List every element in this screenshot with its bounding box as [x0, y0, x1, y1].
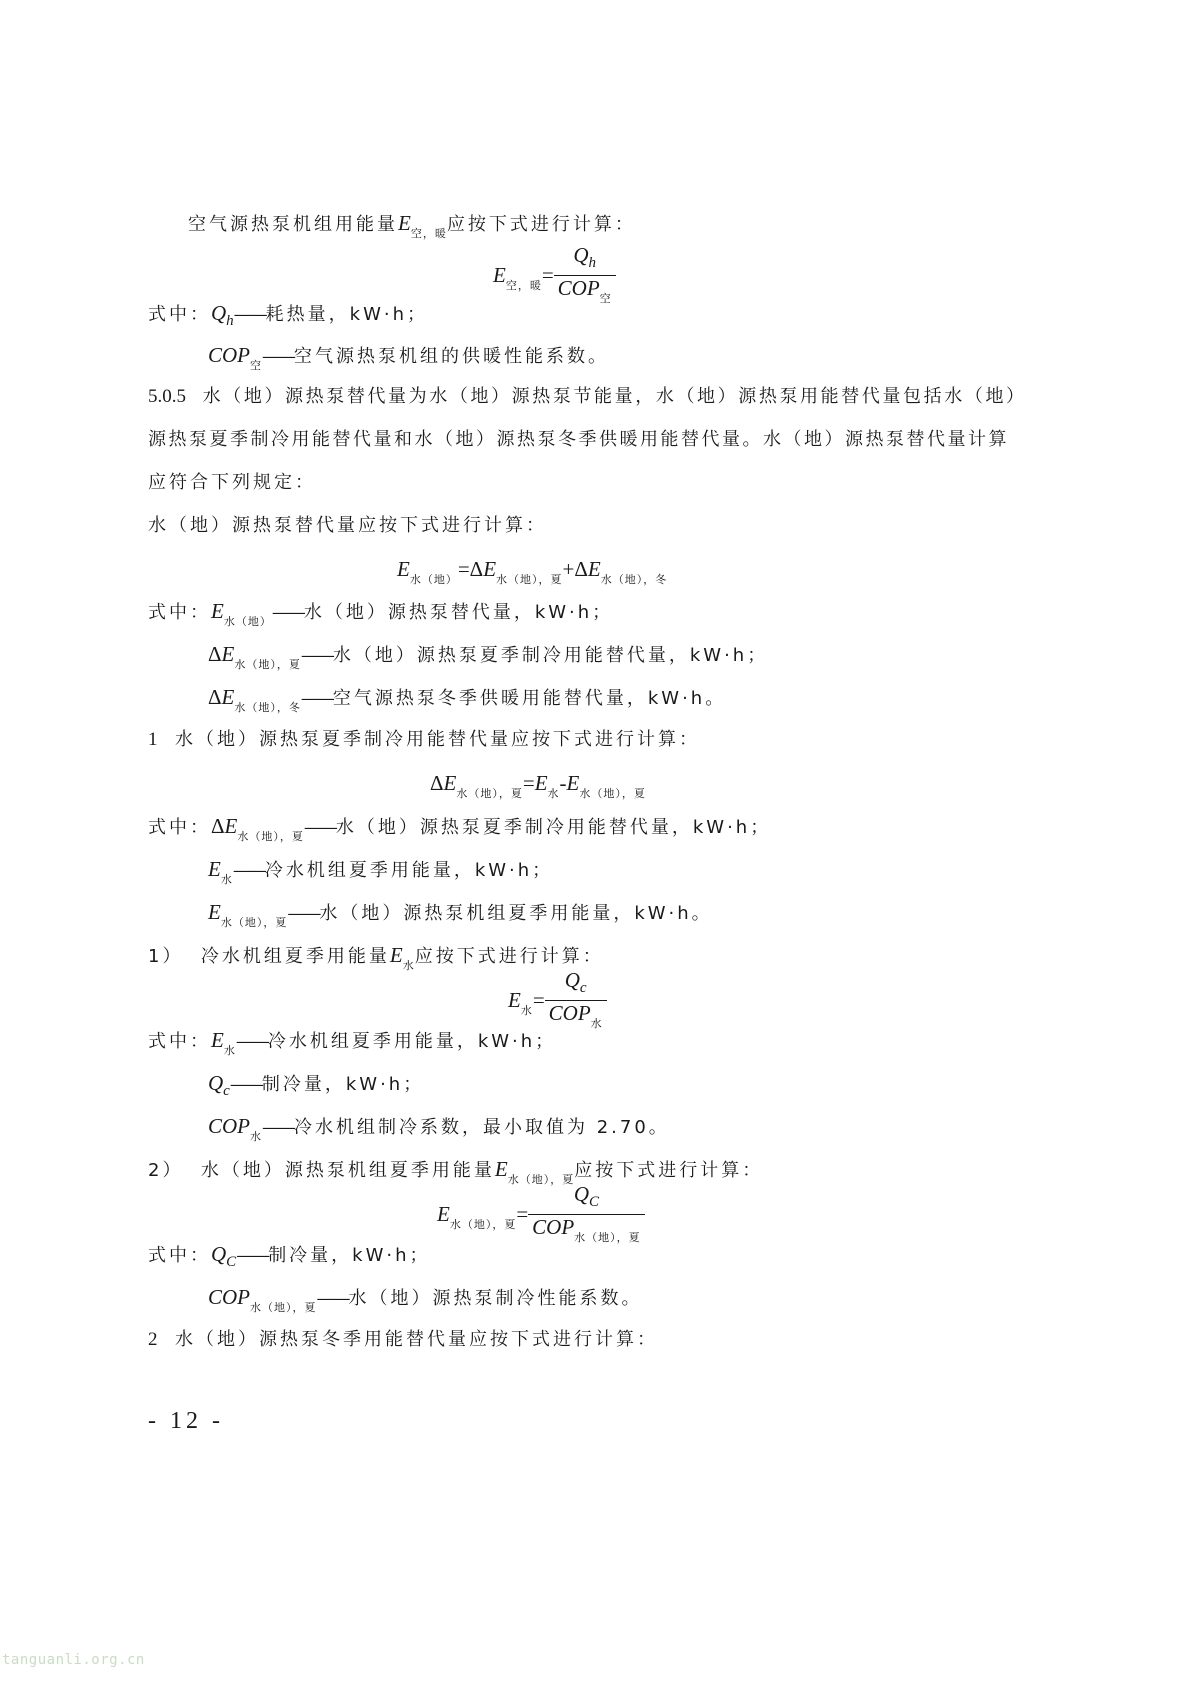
definition-1-delta-e: [148, 813, 771, 850]
formula-ground-total: [397, 556, 667, 593]
math-var: E: [483, 557, 497, 581]
definition-s2-q: [148, 1241, 431, 1275]
section-505-line1: [148, 384, 1027, 410]
math-sub: 水（地），夏: [250, 1301, 317, 1314]
math-sub: 水（地）: [409, 573, 458, 586]
em-dash: ——: [300, 688, 333, 709]
definition-text: 水（地）源热泵替代量，kW·h；: [303, 602, 614, 623]
paragraph-text: 水（地）源热泵替代量为水（地）源热泵节能量，水（地）源热泵用能替代量包括水（地）: [202, 386, 1027, 407]
math-var: Q: [211, 301, 227, 325]
paragraph-text: 应按下式进行计算：: [574, 1160, 764, 1181]
minus-sign: -: [559, 771, 567, 795]
formula-subitem-1: [508, 968, 607, 1036]
math-sub: 水: [220, 873, 233, 886]
math-sub: 水（地）: [223, 615, 272, 628]
em-dash: ——: [303, 817, 336, 838]
math-sub: 水: [223, 1044, 236, 1057]
paragraph-text: 冷水机组夏季用能量: [200, 946, 390, 967]
math-var: E: [493, 263, 506, 287]
definition-text: 耗热量，kW·h；: [265, 304, 429, 325]
equals-sign: =: [532, 988, 545, 1012]
math-var: E: [221, 642, 235, 666]
math-var: COP: [532, 1215, 575, 1239]
definition-s2-cop: [208, 1284, 643, 1321]
math-var: Q: [573, 1182, 589, 1206]
paragraph-text: 水（地）源热泵冬季用能替代量应按下式进行计算：: [174, 1329, 658, 1350]
math-sub: 水（地），夏: [507, 1173, 575, 1186]
paragraph-text: 应按下式进行计算：: [414, 946, 604, 967]
equals-sign: =: [522, 771, 535, 795]
formula-item-1: [430, 770, 646, 807]
paragraph-text: 水（地）源热泵机组夏季用能量: [200, 1160, 495, 1181]
math-var: E: [494, 1157, 508, 1181]
formula-subitem-2: [437, 1182, 645, 1250]
math-sub: 水: [402, 959, 415, 972]
math-sub: 水（地），夏: [496, 573, 563, 586]
intro-text: 应按下式进行计算：: [446, 214, 636, 235]
watermark: tanguanli.org.cn: [2, 1652, 145, 1668]
definition-text: 水（地）源热泵制冷性能系数。: [348, 1288, 643, 1309]
where-prefix: 式中：: [148, 304, 211, 325]
section-505-line3: [148, 470, 316, 496]
math-sub: 空: [599, 292, 612, 305]
math-sub: 水（地），冬: [600, 573, 668, 586]
definition-delta-e-winter: [208, 684, 726, 721]
delta-symbol: Δ: [208, 685, 222, 709]
em-dash: ——: [232, 860, 265, 881]
definition-s1-e: [148, 1027, 556, 1064]
definition-text: 制冷量，kW·h；: [268, 1245, 431, 1266]
math-sub: 水（地），夏: [237, 830, 304, 843]
definition-s1-cop: [208, 1113, 670, 1150]
plus-sign: +: [562, 557, 575, 581]
math-sub: 空: [250, 359, 262, 372]
math-sub: h: [226, 313, 234, 329]
math-var: E: [534, 771, 548, 795]
math-var: COP: [557, 276, 600, 300]
definition-1-e-ground: [208, 899, 713, 936]
item-number: 2）: [148, 1160, 184, 1181]
math-var: Q: [564, 968, 580, 992]
definition-text: 冷水机组夏季用能量，kW·h；: [267, 1031, 557, 1052]
math-sub: C: [226, 1254, 237, 1270]
em-dash: ——: [316, 1288, 349, 1309]
where-prefix: 式中：: [148, 1031, 211, 1052]
definition-text: 水（地）源热泵夏季制冷用能替代量，kW·h；: [332, 645, 769, 666]
delta-symbol: Δ: [211, 814, 225, 838]
math-var: E: [389, 943, 403, 967]
definition-text: 空气源热泵机组的供暖性能系数。: [294, 346, 609, 367]
em-dash: ——: [229, 1074, 262, 1095]
math-var: E: [587, 557, 601, 581]
fraction: [554, 243, 616, 311]
em-dash: ——: [262, 1117, 294, 1138]
fraction: [545, 968, 607, 1036]
math-var: E: [398, 211, 411, 235]
math-sub: 水: [520, 1004, 533, 1017]
page-number: - 12 -: [148, 1408, 224, 1434]
where-prefix: 式中：: [148, 817, 211, 838]
math-var: E: [221, 685, 235, 709]
paragraph-text: 源热泵夏季制冷用能替代量和水（地）源热泵冬季供暖用能替代量。水（地）源热泵替代量计算: [148, 429, 1009, 450]
definition-cop-air: [208, 342, 609, 379]
math-sub: c: [579, 980, 587, 996]
math-sub: 水（地），夏: [220, 916, 288, 929]
section-505-line2: [148, 427, 1009, 453]
item-number: 1）: [148, 946, 184, 967]
math-var: COP: [208, 1114, 250, 1138]
definition-1-e-water: [208, 856, 553, 893]
equals-sign: =: [541, 263, 554, 287]
delta-symbol: Δ: [469, 557, 484, 581]
math-sub: 空，暖: [505, 279, 542, 292]
definition-text: 冷水机组夏季用能量，kW·h；: [264, 860, 554, 881]
paragraph-text: 应符合下列规定：: [148, 472, 316, 493]
em-dash: ——: [287, 903, 320, 924]
paragraph-text: 水（地）源热泵替代量应按下式进行计算：: [148, 515, 547, 536]
formula-air-energy: [493, 243, 616, 311]
definition-e-ground: [148, 598, 613, 635]
math-var: E: [208, 900, 221, 924]
math-var: E: [211, 1028, 224, 1052]
definition-text: 制冷量，kW·h；: [261, 1074, 425, 1095]
math-var: COP: [208, 1285, 250, 1309]
math-var: E: [208, 857, 221, 881]
paragraph-text: 水（地）源热泵夏季制冷用能替代量应按下式进行计算：: [174, 729, 700, 750]
math-var: E: [397, 557, 410, 581]
definition-delta-e-summer: [208, 641, 768, 678]
math-sub: c: [223, 1083, 230, 1099]
em-dash: ——: [300, 645, 333, 666]
math-var: E: [211, 599, 224, 623]
em-dash: ——: [236, 1245, 269, 1266]
equals-sign: =: [457, 557, 470, 581]
math-var: Q: [573, 243, 589, 267]
math-sub: 水: [547, 787, 560, 800]
definition-text: 水（地）源热泵夏季制冷用能替代量，kW·h；: [335, 817, 772, 838]
item-number: 1: [148, 729, 158, 750]
ground-source-intro: [148, 513, 547, 539]
math-sub: 水: [250, 1130, 262, 1143]
em-dash: ——: [271, 602, 304, 623]
definition-text: 冷水机组制冷系数，最小取值为 2.70。: [294, 1117, 670, 1138]
definition-qh: [148, 300, 428, 334]
math-sub: 水（地），夏: [449, 1218, 517, 1231]
equals-sign: =: [516, 1202, 529, 1226]
fraction: [528, 1182, 645, 1250]
math-sub: 水（地），冬: [234, 701, 301, 714]
air-source-intro: [188, 210, 636, 247]
math-sub: h: [588, 255, 596, 271]
delta-symbol: Δ: [208, 642, 222, 666]
math-sub: 水（地），夏: [234, 658, 301, 671]
where-prefix: 式中：: [148, 1245, 211, 1266]
math-var: COP: [208, 343, 250, 367]
math-var: Q: [211, 1242, 227, 1266]
math-var: E: [437, 1202, 450, 1226]
intro-text: 空气源热泵机组用能量: [188, 214, 398, 235]
em-dash: ——: [235, 1031, 268, 1052]
delta-symbol: Δ: [574, 557, 588, 581]
math-var: Q: [208, 1071, 224, 1095]
item-1-heading: [148, 727, 700, 753]
math-sub: 水（地），夏: [456, 787, 523, 800]
em-dash: ——: [233, 304, 266, 325]
delta-symbol: Δ: [430, 771, 444, 795]
definition-text: 空气源热泵冬季供暖用能替代量，kW·h。: [332, 688, 727, 709]
math-sub: 水（地），夏: [574, 1231, 641, 1244]
math-var: E: [443, 771, 457, 795]
math-var: COP: [548, 1001, 591, 1025]
math-sub: 水: [590, 1017, 603, 1030]
math-sub: 水（地），夏: [579, 787, 646, 800]
math-var: E: [224, 814, 238, 838]
math-sub: C: [589, 1194, 600, 1210]
math-var: E: [508, 988, 521, 1012]
math-sub: 空，暖: [410, 227, 447, 240]
em-dash: ——: [262, 346, 294, 367]
where-prefix: 式中：: [148, 602, 211, 623]
section-number: 5.0.5: [148, 386, 186, 407]
item-2-heading: [148, 1327, 658, 1353]
definition-text: 水（地）源热泵机组夏季用能量，kW·h。: [319, 903, 713, 924]
definition-s1-q: [208, 1070, 424, 1104]
math-var: E: [566, 771, 580, 795]
item-number: 2: [148, 1329, 158, 1350]
